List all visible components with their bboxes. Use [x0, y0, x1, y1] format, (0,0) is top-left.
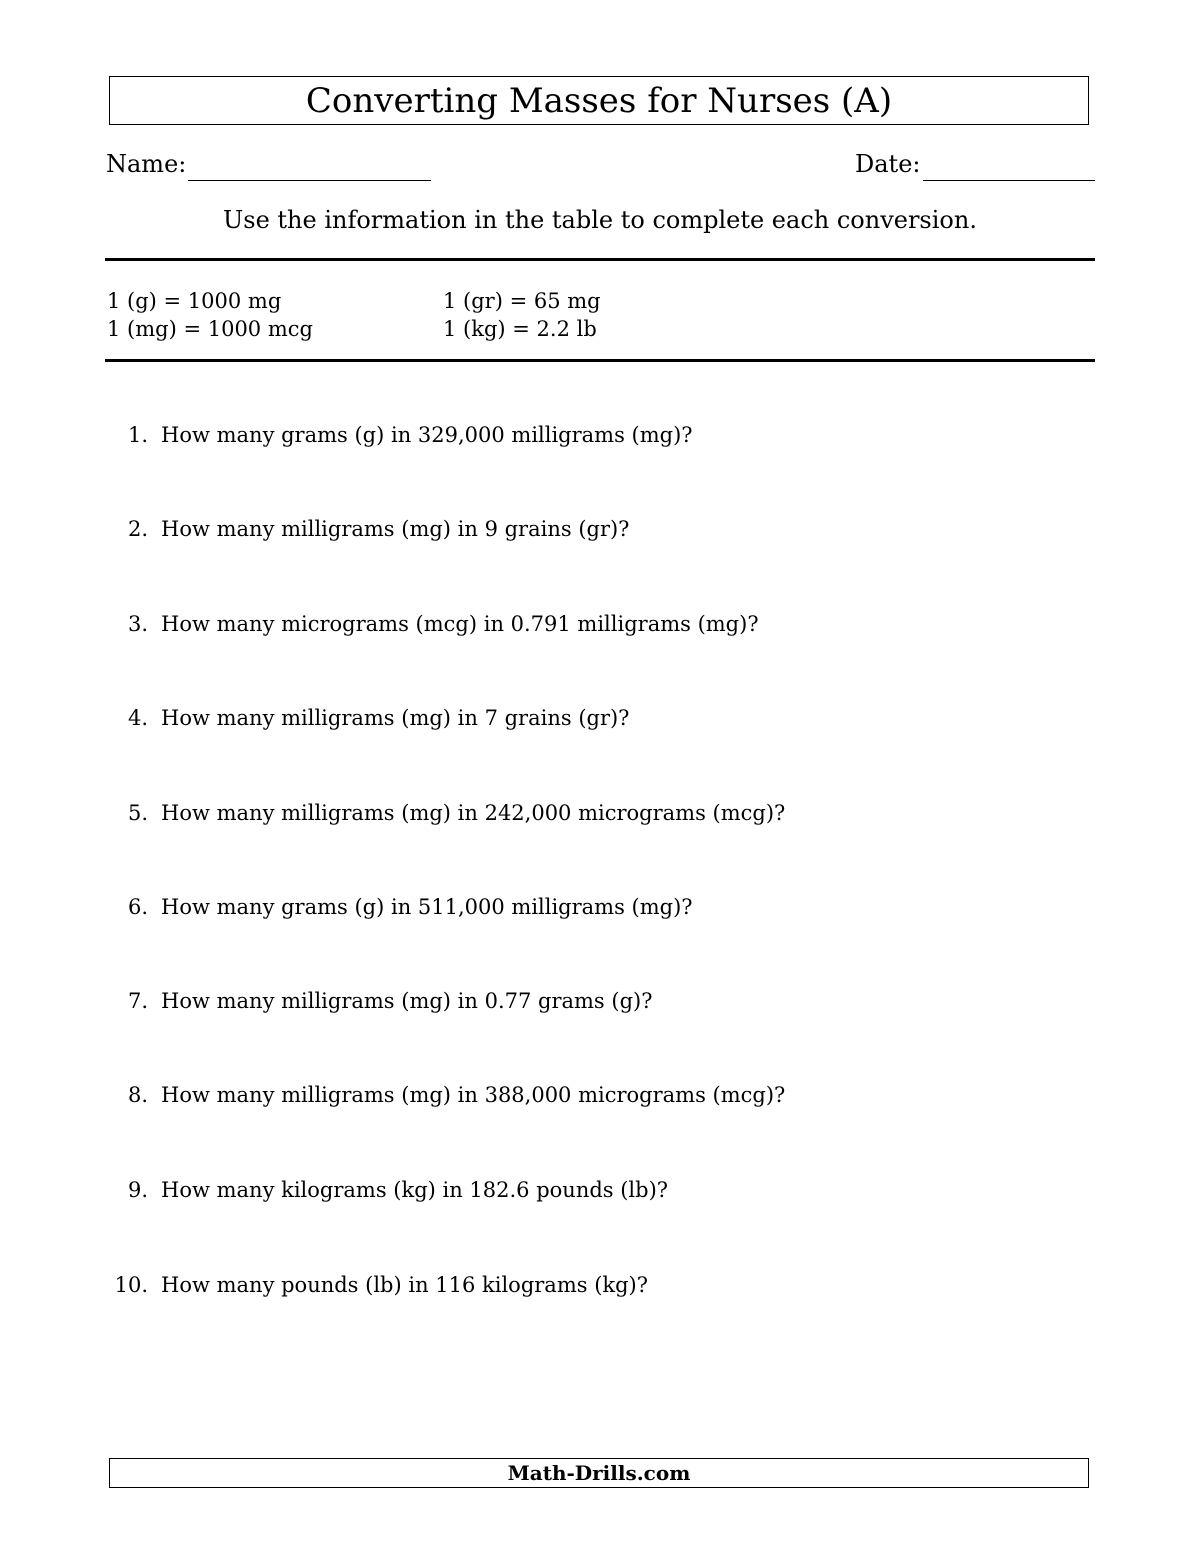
question-number: 4.	[127, 706, 148, 730]
footer-credit	[109, 1458, 1089, 1488]
question-number: 1.	[127, 423, 148, 447]
footer-site-text: Math-Drills.com	[507, 1461, 691, 1485]
question-number: 10.	[114, 1273, 148, 1297]
name-label: Name:	[106, 150, 187, 178]
conversion-fact: 1 (gr) = 65 mg	[443, 289, 601, 313]
question-text: How many micrograms (mcg) in 0.791 milligrams (mg)?	[161, 612, 759, 636]
worksheet-title	[109, 76, 1089, 125]
conversion-fact: 1 (kg) = 2.2 lb	[443, 317, 597, 341]
question-number: 5.	[127, 801, 148, 825]
question-text: How many kilograms (kg) in 182.6 pounds (lb)?	[161, 1178, 669, 1202]
question-number: 8.	[127, 1083, 148, 1107]
date-label: Date:	[855, 150, 921, 178]
conversion-fact: 1 (g) = 1000 mg	[107, 289, 282, 313]
instructions: Use the information in the table to complete each conversion.	[223, 206, 977, 234]
question-number: 7.	[127, 989, 148, 1013]
question-text: How many milligrams (mg) in 388,000 micrograms (mcg)?	[161, 1083, 786, 1107]
question-text: How many grams (g) in 329,000 milligrams (mg)?	[161, 423, 693, 447]
question-number: 9.	[127, 1178, 148, 1202]
question-text: How many milligrams (mg) in 7 grains (gr)?	[161, 706, 630, 730]
question-text: How many milligrams (mg) in 0.77 grams (g)?	[161, 989, 653, 1013]
question-number: 6.	[127, 895, 148, 919]
table-bottom-rule	[105, 359, 1095, 362]
question-number: 2.	[127, 517, 148, 541]
question-number: 3.	[127, 612, 148, 636]
worksheet-title-text: Converting Masses for Nurses (A)	[305, 80, 893, 121]
question-text: How many grams (g) in 511,000 milligrams (mg)?	[161, 895, 693, 919]
table-top-rule	[105, 258, 1095, 261]
date-blank-line[interactable]	[923, 180, 1095, 181]
question-text: How many milligrams (mg) in 9 grains (gr)?	[161, 517, 630, 541]
question-text: How many milligrams (mg) in 242,000 micrograms (mcg)?	[161, 801, 786, 825]
name-blank-line[interactable]	[188, 180, 431, 181]
question-text: How many pounds (lb) in 116 kilograms (kg)?	[161, 1273, 649, 1297]
conversion-fact: 1 (mg) = 1000 mcg	[107, 317, 313, 341]
